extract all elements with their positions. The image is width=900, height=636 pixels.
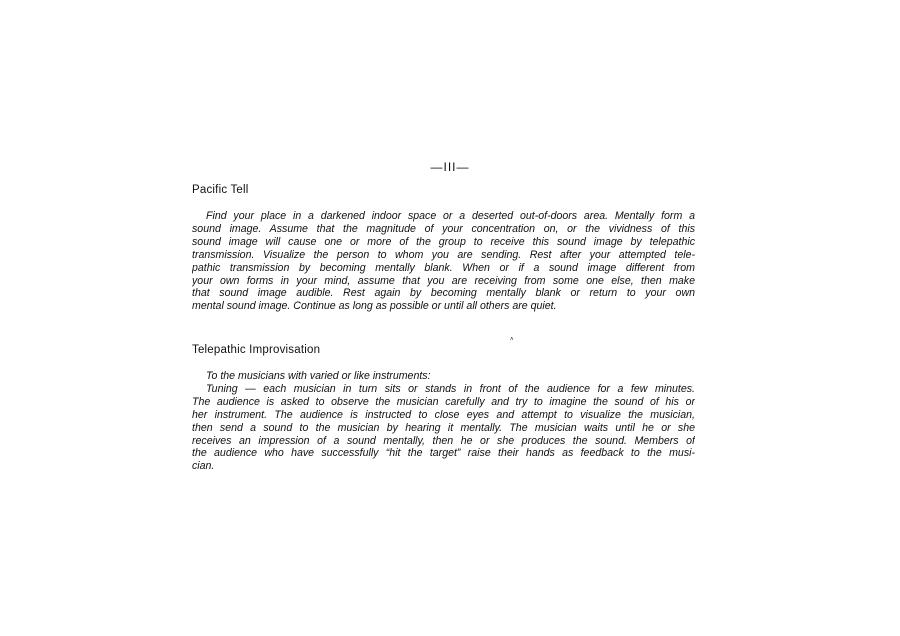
body-line: Find your place in a darkened indoor space or a deserted out-of-doors area. Mentally form a: [206, 210, 695, 222]
page-number: —III—: [430, 160, 470, 174]
body-line: receives an impression of a sound mentally, then he or she produces the sound. Members of: [192, 434, 695, 447]
body-line: your own forms in your mind, assume that you are receiving from some one else, then make: [192, 274, 695, 287]
section-body-pacific-tell: [192, 210, 695, 313]
body-line: then send a sound to the musician by hearing it mentally. The musician waits until he or she: [192, 421, 695, 434]
body-line: her instrument. The audience is instructed to close eyes and attempt to visualize the musician,: [192, 408, 695, 421]
body-line: sound image. Assume that the magnitude of your concentration on, or the vividness of this: [192, 222, 695, 235]
body-line: transmission. Visualize the person to whom you are sending. Rest after your attempted tele-: [192, 248, 695, 261]
body-line: To the musicians with varied or like instruments:: [206, 370, 431, 382]
body-line: mental sound image. Continue as long as possible or until all others are quiet.: [192, 300, 557, 313]
body-line: Tuning — each musician in turn sits or stands in front of the audience for a few minutes.: [206, 382, 695, 395]
section-body-telepathic-improvisation: [192, 370, 695, 473]
body-line: pathic transmission by becoming mentally blank. When or if a sound image different from: [192, 261, 695, 274]
body-line: the audience who have successfully “hit the target” raise their hands as feedback to the musi-: [192, 447, 695, 460]
section-heading-pacific-tell: Pacific Tell: [192, 184, 249, 196]
body-line: sound image will cause one or more of the group to receive this sound image by telepathic: [192, 235, 695, 248]
body-line: that sound image audible. Rest again by becoming mentally blank or return to your own: [192, 287, 695, 300]
section-heading-telepathic-improvisation: Telepathic Improvisation: [192, 344, 321, 356]
body-line: cian.: [192, 460, 215, 473]
stray-print-mark: ˄: [510, 337, 514, 343]
body-line: The audience is asked to observe the musician carefully and try to imagine the sound of his or: [192, 395, 695, 408]
